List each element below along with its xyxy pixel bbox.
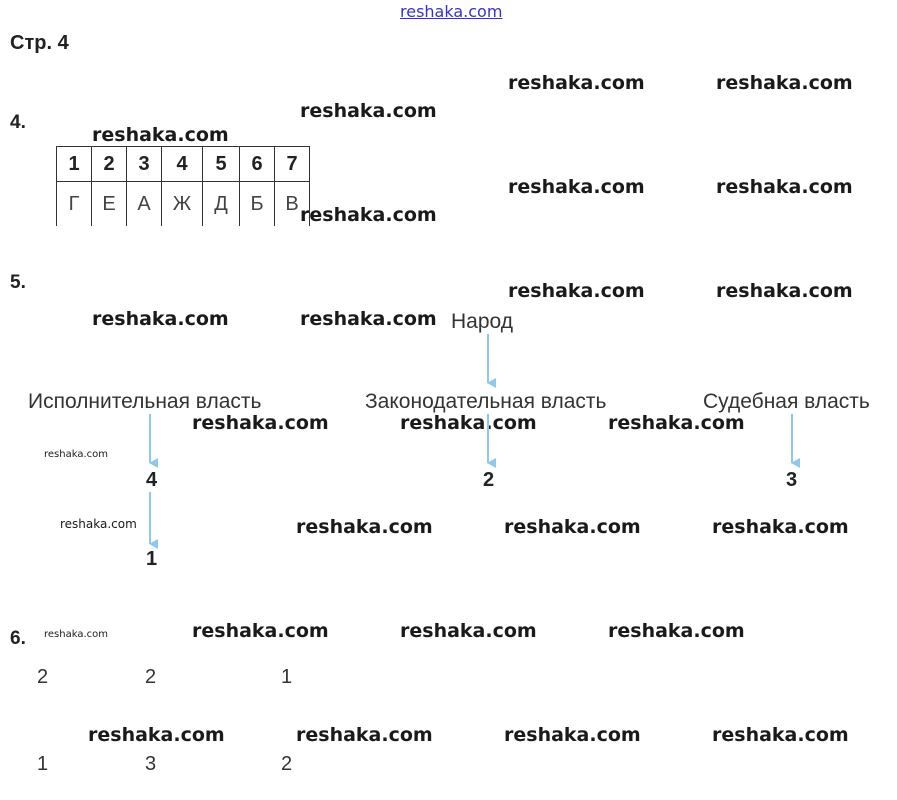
table-cell: А <box>127 182 162 227</box>
task-4-number: 4. <box>10 112 26 133</box>
node-judicial: Судебная власть <box>703 390 870 413</box>
watermark: reshaka.com <box>300 308 437 330</box>
table-header-cell: 4 <box>162 147 203 182</box>
node-legislative: Законодательная власть <box>365 390 607 413</box>
watermark: reshaka.com <box>300 100 437 122</box>
table-cell: Е <box>92 182 127 227</box>
watermark: reshaka.com <box>608 620 745 642</box>
watermark: reshaka.com <box>296 724 433 746</box>
table-cell: Г <box>57 182 92 227</box>
watermark: reshaka.com <box>296 516 433 538</box>
watermark: reshaka.com <box>192 412 329 434</box>
watermark: reshaka.com <box>300 204 437 226</box>
watermark: reshaka.com <box>508 176 645 198</box>
watermark: reshaka.com <box>716 176 853 198</box>
answer-row1-item: 1 <box>281 666 293 688</box>
task-5-number: 5. <box>10 272 26 293</box>
table-cell: Б <box>240 182 275 227</box>
watermark: reshaka.com <box>716 72 853 94</box>
executive-number-2: 1 <box>146 548 158 570</box>
watermark: reshaka.com <box>712 516 849 538</box>
node-root: Народ <box>451 310 513 333</box>
watermark: reshaka.com <box>504 516 641 538</box>
table-header-cell: 5 <box>203 147 240 182</box>
watermark: reshaka.com <box>400 620 537 642</box>
node-executive: Исполнительная власть <box>28 390 262 413</box>
watermark: reshaka.com <box>60 517 137 531</box>
page-label: Стр. 4 <box>10 32 69 54</box>
answer-row2-item: 3 <box>145 753 157 775</box>
legislative-number: 2 <box>483 469 495 491</box>
table-header-cell: 6 <box>240 147 275 182</box>
watermark: reshaka.com <box>88 724 225 746</box>
watermark: reshaka.com <box>508 280 645 302</box>
executive-number-1: 4 <box>146 469 158 491</box>
table-header-cell: 7 <box>275 147 310 182</box>
site-link[interactable]: reshaka.com <box>400 2 503 21</box>
watermark: reshaka.com <box>504 724 641 746</box>
answer-row1-item: 2 <box>145 666 157 688</box>
task-6-number: 6. <box>10 628 26 649</box>
table-header-cell: 3 <box>127 147 162 182</box>
answer-row2-item: 1 <box>37 753 49 775</box>
watermark: reshaka.com <box>712 724 849 746</box>
table-header-cell: 1 <box>57 147 92 182</box>
watermark: reshaka.com <box>44 449 108 460</box>
watermark: reshaka.com <box>192 620 329 642</box>
table-header-cell: 2 <box>92 147 127 182</box>
watermark: reshaka.com <box>608 412 745 434</box>
watermark: reshaka.com <box>400 412 537 434</box>
table-cell: В <box>275 182 310 227</box>
judicial-number: 3 <box>786 469 798 491</box>
watermark: reshaka.com <box>44 629 108 640</box>
watermark: reshaka.com <box>92 308 229 330</box>
watermark: reshaka.com <box>716 280 853 302</box>
watermark: reshaka.com <box>92 124 229 146</box>
answer-row1-item: 2 <box>37 666 49 688</box>
table-cell: Д <box>203 182 240 227</box>
watermark: reshaka.com <box>508 72 645 94</box>
table-cell: Ж <box>162 182 203 227</box>
answer-row2-item: 2 <box>281 753 293 775</box>
